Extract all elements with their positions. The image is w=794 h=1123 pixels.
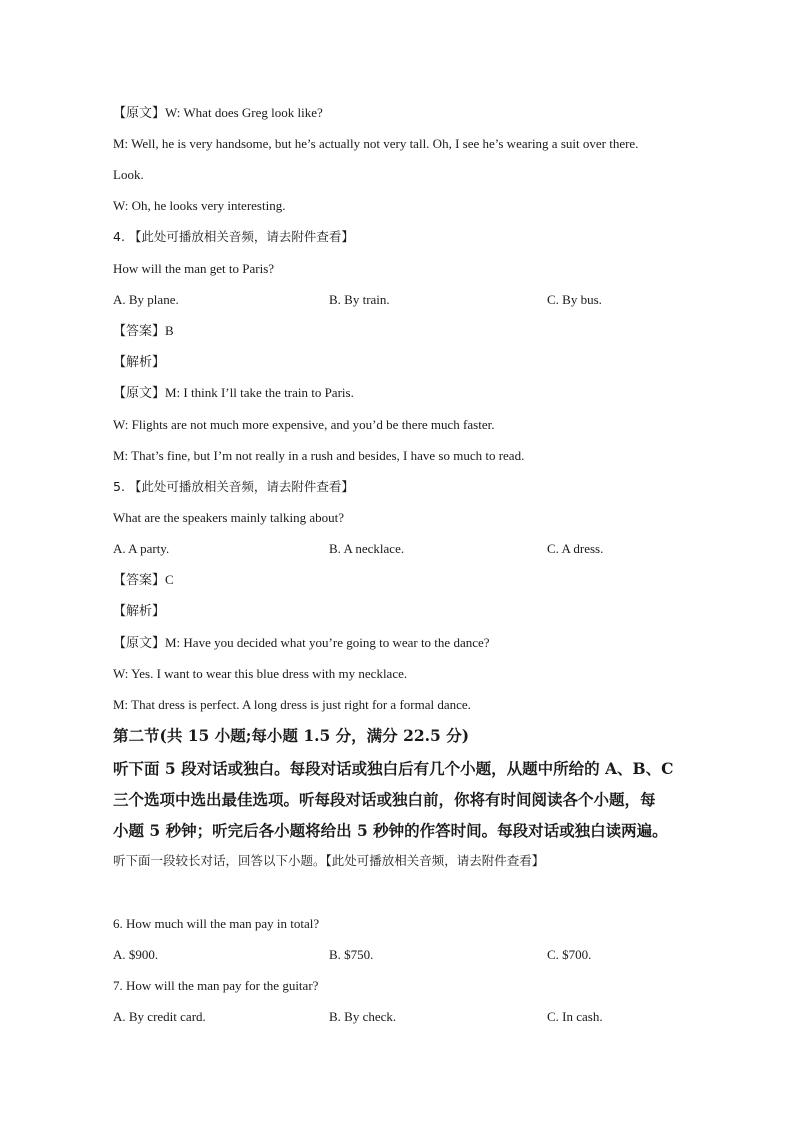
option-c: C. In cash.: [547, 1009, 603, 1024]
question-7-options: [0, 1008, 794, 1026]
option-a: A. By credit card.: [113, 1009, 206, 1024]
option-b: B. A necklace.: [329, 541, 405, 556]
question-5-text: What are the speakers mainly talking about?: [113, 510, 345, 525]
option-b: B. By train.: [329, 292, 390, 307]
option-c: C. A dress.: [547, 541, 604, 556]
audio-instruction[interactable]: 听下面一段较长对话，回答以下小题。【此处可播放相关音频，请去附件查看】: [113, 853, 545, 868]
section-instructions: 小题 5 秒钟；听完后各小题将给出 5 秒钟的作答时间。每段对话或独白读两遍。: [113, 821, 668, 840]
transcript-line: Look.: [113, 167, 144, 182]
option-a: A. By plane.: [113, 292, 179, 307]
answer-label: 【答案】B: [113, 323, 174, 338]
question-4-heading[interactable]: 4. 【此处可播放相关音频，请去附件查看】: [113, 229, 354, 244]
section-title: 第二节(共 15 小题;每小题 1.5 分，满分 22.5 分): [113, 726, 470, 745]
transcript-line: W: Oh, he looks very interesting.: [113, 198, 286, 213]
transcript-line: M: Well, he is very handsome, but he’s actually not very tall. Oh, I see he’s wearing a suit over there.: [113, 136, 639, 151]
option-c: C. $700.: [547, 947, 592, 962]
question-5-heading[interactable]: 5. 【此处可播放相关音频，请去附件查看】: [113, 479, 354, 494]
section-instructions: 听下面 5 段对话或独白。每段对话或独白后有几个小题，从题中所给的 A、B、C: [113, 759, 674, 778]
option-a: A. $900.: [113, 947, 159, 962]
option-b: B. $750.: [329, 947, 374, 962]
option-b: B. By check.: [329, 1009, 397, 1024]
transcript-line: 【原文】M: I think I’ll take the train to Paris.: [113, 385, 354, 400]
question-4-text: How will the man get to Paris?: [113, 261, 275, 276]
analysis-label: 【解析】: [113, 603, 166, 618]
answer-label: 【答案】C: [113, 572, 174, 587]
question-5-options: [0, 540, 794, 558]
question-7-text: 7. How will the man pay for the guitar?: [113, 978, 319, 993]
transcript-line: W: Flights are not much more expensive, and you’d be there much faster.: [113, 417, 495, 432]
transcript-line: W: Yes. I want to wear this blue dress with my necklace.: [113, 666, 408, 681]
section-instructions: 三个选项中选出最佳选项。听每段对话或独白前，你将有时间阅读各个小题，每: [113, 790, 656, 809]
analysis-label: 【解析】: [113, 354, 166, 369]
question-6-options: [0, 946, 794, 964]
question-4-options: [0, 291, 794, 309]
transcript-line: 【原文】M: Have you decided what you’re going to wear to the dance?: [113, 635, 490, 650]
question-6-text: 6. How much will the man pay in total?: [113, 916, 320, 931]
transcript-line: M: That’s fine, but I’m not really in a rush and besides, I have so much to read.: [113, 448, 525, 463]
transcript-line: 【原文】W: What does Greg look like?: [113, 105, 323, 120]
option-c: C. By bus.: [547, 292, 602, 307]
option-a: A. A party.: [113, 541, 170, 556]
transcript-line: M: That dress is perfect. A long dress is just right for a formal dance.: [113, 697, 471, 712]
